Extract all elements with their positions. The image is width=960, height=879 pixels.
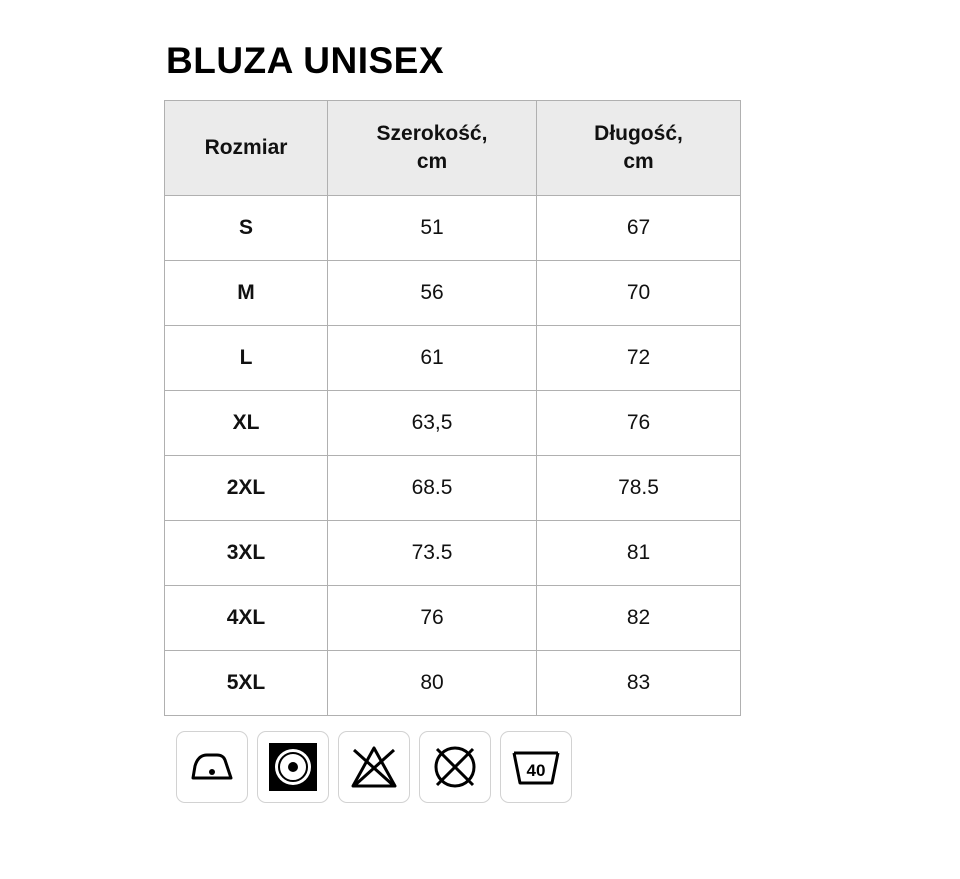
cell-length: 76 [537,391,741,456]
size-table [164,100,741,716]
cell-size: 2XL [165,456,328,521]
cell-length: 82 [537,586,741,651]
do-not-bleach-icon [338,731,410,803]
care-instructions [176,731,764,803]
table-row [165,586,741,651]
size-chart-document [164,40,764,803]
cell-width: 51 [328,196,537,261]
column-header-length-line2: cm [623,150,654,173]
cell-width: 76 [328,586,537,651]
page-title: BLUZA UNISEX [166,40,445,81]
column-header-size-line1: Rozmiar [204,135,288,159]
table-row [165,456,741,521]
table-header-row [165,101,741,196]
tumble-dry-icon [257,731,329,803]
column-header-width [328,101,537,196]
cell-width: 80 [328,651,537,716]
table-row [165,326,741,391]
cell-length: 83 [537,651,741,716]
cell-size: S [165,196,328,261]
cell-width: 73.5 [328,521,537,586]
column-header-width-line2: cm [416,150,448,173]
cell-length: 81 [537,521,741,586]
iron-icon [176,731,248,803]
table-row [165,391,741,456]
column-header-width-line1: Szerokość, [376,121,488,145]
cell-length: 67 [537,196,741,261]
table-row [165,196,741,261]
cell-size: L [165,326,328,391]
cell-width: 68.5 [328,456,537,521]
cell-length: 78.5 [537,456,741,521]
cell-length: 70 [537,261,741,326]
column-header-length [537,101,741,196]
cell-size: 5XL [165,651,328,716]
cell-size: 4XL [165,586,328,651]
do-not-dry-clean-icon [419,731,491,803]
column-header-size [165,101,328,196]
column-header-length-line1: Długość, [594,121,683,145]
cell-size: XL [165,391,328,456]
cell-width: 56 [328,261,537,326]
cell-size: 3XL [165,521,328,586]
table-row [165,261,741,326]
cell-size: M [165,261,328,326]
table-row [165,651,741,716]
cell-width: 61 [328,326,537,391]
table-row [165,521,741,586]
wash-40-icon [500,731,572,803]
wash-temperature-label: 40 [526,761,546,780]
cell-width: 63,5 [328,391,537,456]
cell-length: 72 [537,326,741,391]
